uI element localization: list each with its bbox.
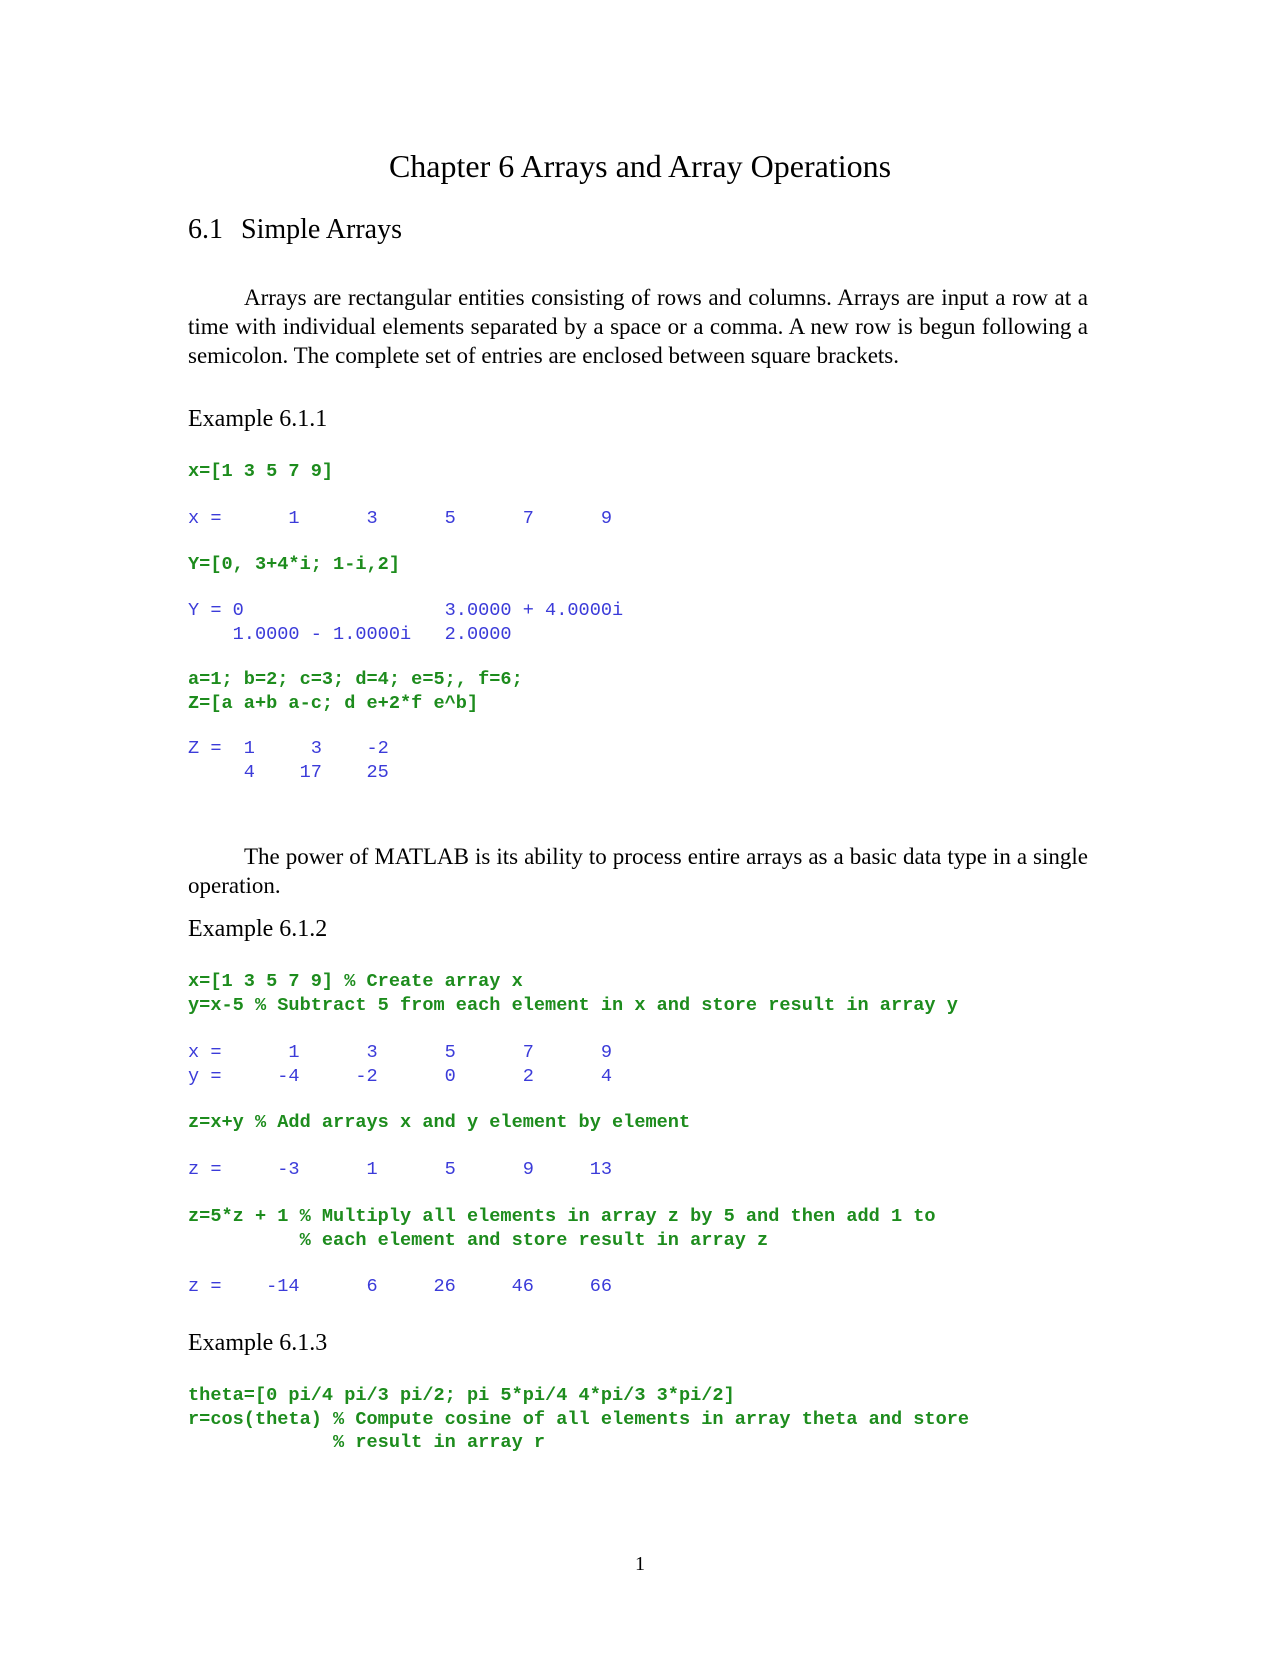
matlab-power-paragraph xyxy=(188,842,1088,900)
example-label: Example 6.1.1 xyxy=(188,406,328,432)
code-output: x = 1 3 5 7 9 xyxy=(188,508,613,529)
code-input: z=x+y % Add arrays x and y element by element xyxy=(188,1112,691,1133)
matlab-power-paragraph-text: The power of MATLAB is its ability to process entire arrays as a basic data type in a single operation. xyxy=(188,844,1088,898)
page-number: 1 xyxy=(635,1553,645,1575)
intro-paragraph-text: Arrays are rectangular entities consisting of rows and columns. Arrays are input a row at a time with individual elements separated by a space or a comma. A new row is begun following a semicolon. The complete set of entries are enclosed between square brackets. xyxy=(188,285,1088,368)
section-title: Simple Arrays xyxy=(241,214,402,245)
code-output: Z = 1 3 -2 4 17 25 xyxy=(188,738,389,783)
code-input: z=5*z + 1 % Multiply all elements in array z by 5 and then add 1 to % each element and store result in array z xyxy=(188,1206,936,1251)
chapter-title: Chapter 6 Arrays and Array Operations xyxy=(388,148,892,184)
example-label: Example 6.1.2 xyxy=(188,916,328,942)
example-label: Example 6.1.3 xyxy=(188,1330,328,1356)
code-input: Y=[0, 3+4*i; 1-i,2] xyxy=(188,554,401,575)
section-heading xyxy=(188,212,402,248)
section-number: 6.1 xyxy=(188,214,223,245)
code-input: x=[1 3 5 7 9] % Create array x y=x-5 % Subtract 5 from each element in x and store result in array y xyxy=(188,971,958,1016)
code-input: x=[1 3 5 7 9] xyxy=(188,461,334,482)
intro-paragraph xyxy=(188,283,1088,370)
code-output: x = 1 3 5 7 9 y = -4 -2 0 2 4 xyxy=(188,1042,613,1087)
code-input: a=1; b=2; c=3; d=4; e=5;, f=6; Z=[a a+b a-c; d e+2*f e^b] xyxy=(188,669,523,714)
code-input: theta=[0 pi/4 pi/3 pi/2; pi 5*pi/4 4*pi/3 3*pi/2] r=cos(theta) % Compute cosine of all elements in array theta and store % result in array r xyxy=(188,1385,970,1453)
code-output: z = -14 6 26 46 66 xyxy=(188,1276,613,1297)
code-output: z = -3 1 5 9 13 xyxy=(188,1159,613,1180)
code-output: Y = 0 3.0000 + 4.0000i 1.0000 - 1.0000i 2.0000 xyxy=(188,600,624,645)
